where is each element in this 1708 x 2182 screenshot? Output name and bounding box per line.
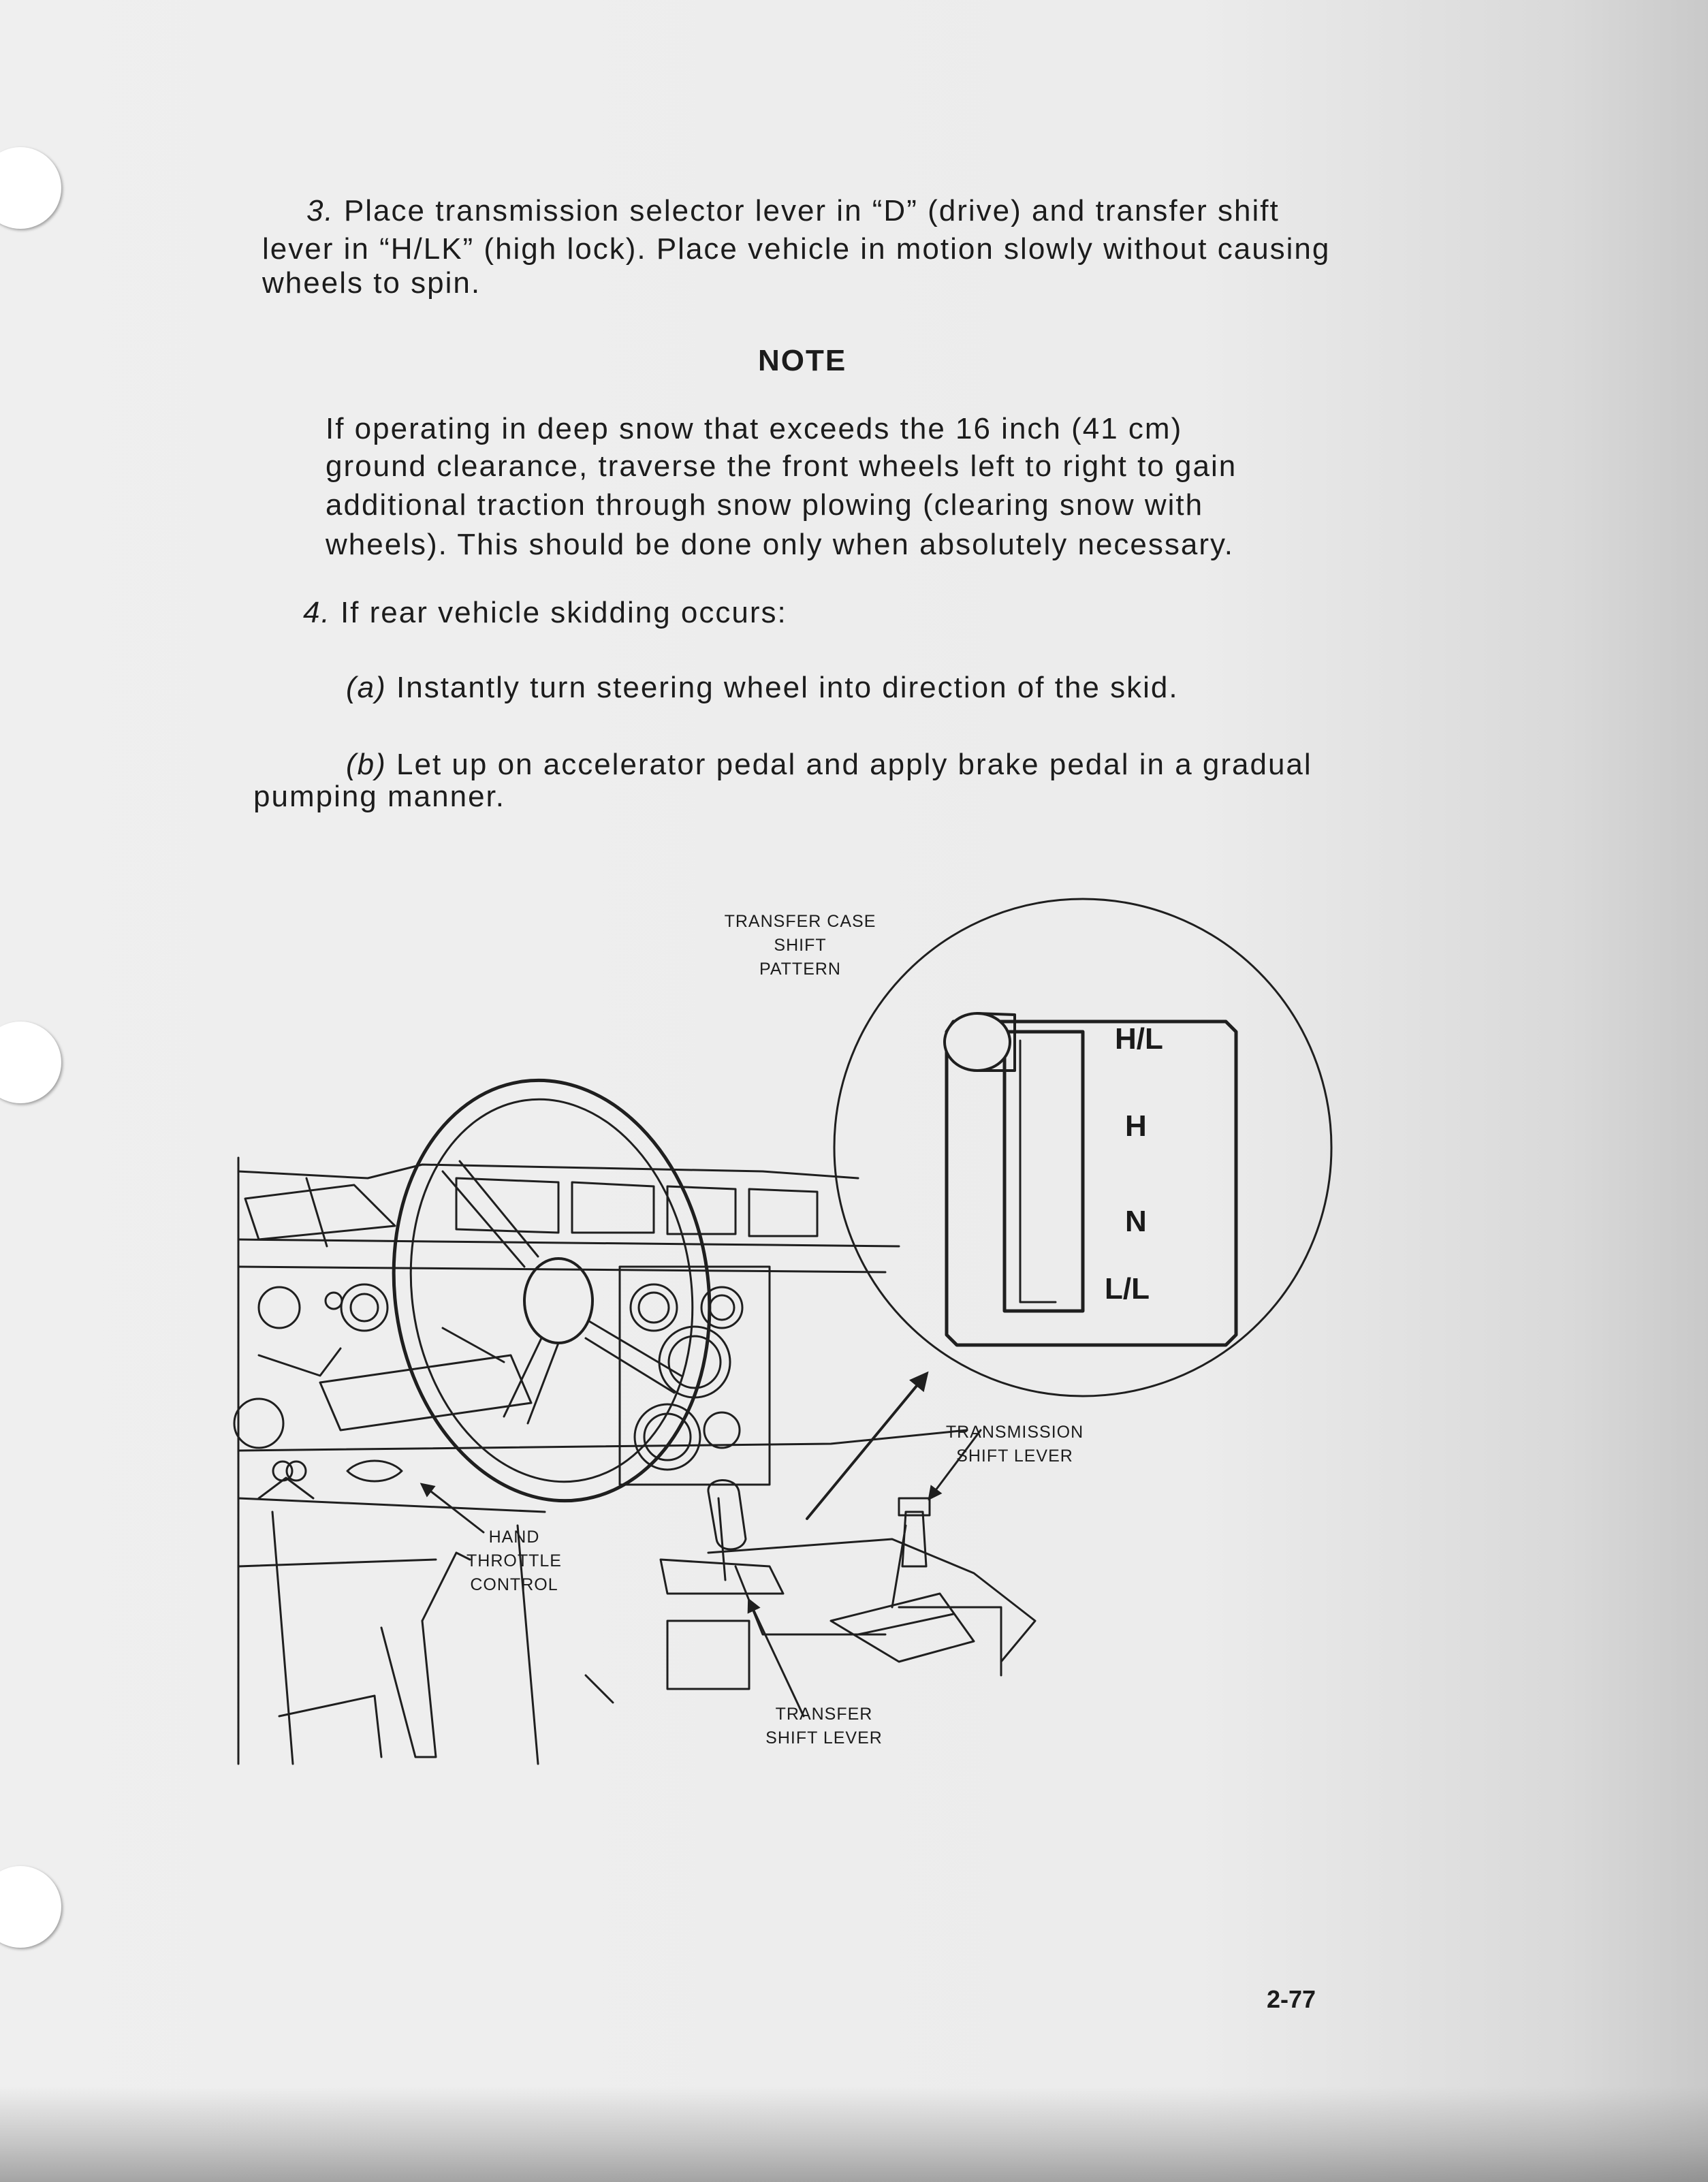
steering-wheel-drawing [367, 1060, 736, 1521]
pattern-label-h: H [1125, 1109, 1147, 1143]
step-4b-label: (b) [346, 748, 387, 781]
dashboard-illustration [218, 885, 1348, 1784]
note-heading: NOTE [758, 344, 847, 377]
page-edge-smudge [0, 2087, 1708, 2182]
step-4-text: If rear vehicle skidding occurs: [340, 596, 787, 629]
step-4b-line-2: pumping manner. [253, 780, 505, 813]
note-line-2: ground clearance, traverse the front wheels left to right to gain [326, 449, 1237, 483]
step-4-number: 4. [303, 596, 331, 629]
hand-throttle-callout-line-3: CONTROL [470, 1575, 558, 1594]
transfer-case-shift-pattern-callout [691, 910, 909, 981]
note-line-1: If operating in deep snow that exceeds the 16 inch (41 cm) [326, 412, 1183, 445]
step-4b-text: Let up on accelerator pedal and apply brake pedal in a gradual [396, 748, 1312, 781]
page-number: 2-77 [1267, 1985, 1316, 2013]
step-3-number: 3. [306, 194, 334, 227]
note-line-4: wheels). This should be done only when absolutely necessary. [326, 528, 1234, 561]
step-4a-text: Instantly turn steering wheel into direction of the skid. [396, 671, 1179, 704]
step-3-line-3: wheels to spin. [262, 266, 481, 300]
hand-throttle-control-callout [453, 1525, 575, 1597]
transfer-shift-callout-line-2: SHIFT LEVER [765, 1728, 883, 1748]
transfer-case-callout-line-2: SHIFT [774, 936, 827, 955]
transfer-case-callout-line-1: TRANSFER CASE [724, 912, 876, 931]
hand-throttle-callout-line-2: THROTTLE [466, 1551, 562, 1570]
transfer-case-callout-line-3: PATTERN [759, 960, 841, 979]
transfer-shift-callout-line-1: TRANSFER [775, 1705, 873, 1724]
step-4a-line [346, 667, 1179, 708]
note-line-3: additional traction through snow plowing (clearing snow with [326, 488, 1204, 522]
step-3-line-2: lever in “H/LK” (high lock). Place vehicle in motion slowly without causing [262, 232, 1331, 266]
step-3-text-line-1: Place transmission selector lever in “D” (drive) and transfer shift [343, 194, 1280, 227]
transfer-shift-lever-callout [742, 1703, 906, 1750]
pattern-label-hl: H/L [1115, 1022, 1163, 1056]
transmission-callout-line-2: SHIFT LEVER [956, 1446, 1073, 1466]
pattern-label-n: N [1125, 1205, 1147, 1238]
step-4a-label: (a) [346, 671, 387, 704]
transmission-callout-line-1: TRANSMISSION [945, 1423, 1084, 1442]
dashboard-drawing [234, 1158, 1035, 1764]
hand-throttle-callout-line-1: HAND [488, 1528, 540, 1547]
step-4-line [303, 592, 787, 633]
pattern-label-ll: L/L [1105, 1272, 1150, 1306]
step-3-line-1 [306, 191, 1280, 232]
transmission-shift-lever-callout [919, 1421, 1110, 1468]
